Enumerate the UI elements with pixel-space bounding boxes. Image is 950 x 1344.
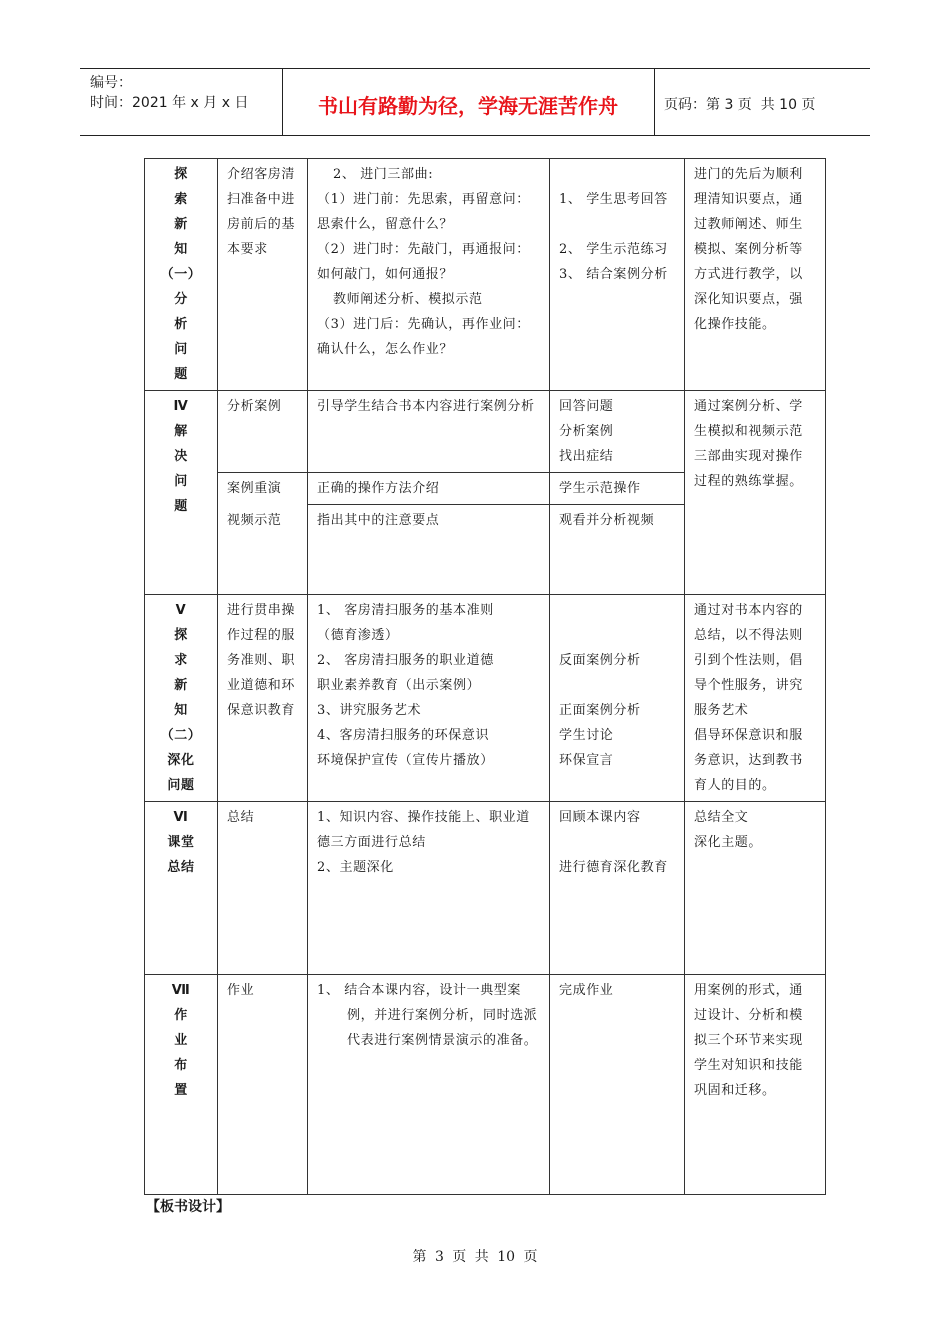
- header-top-rule: [80, 68, 870, 69]
- header-motto: 书山有路勤为径，学海无涯苦作舟: [318, 94, 618, 118]
- teacher-activity-cell: 1、 结合本课内容，设计一典型案例，并进行案例分析，同时选派代表进行案例情景演示的准备。: [308, 975, 550, 1195]
- design-intent-cell: 进门的先后为顺利理清知识要点，通过教师阐述、师生模拟、案例分析等方式进行教学，以深化知识要点，强化操作技能。: [685, 159, 826, 391]
- content-cell: 进行贯串操作过程的服务准则、职业道德和环保意识教育: [218, 595, 308, 802]
- teacher-activity-cell: 1、知识内容、操作技能上、职业道德三方面进行总结 2、主题深化: [308, 802, 550, 975]
- table-row: [145, 159, 826, 391]
- table-row: [145, 802, 826, 975]
- content-cell: 介绍客房清扫准备中进房前后的基本要求: [218, 159, 308, 391]
- student-activity-cell: 回顾本课内容 进行德育深化教育: [550, 802, 685, 975]
- table-row: [145, 975, 826, 1195]
- design-intent-cell: 用案例的形式，通过设计、分析和模拟三个环节来实现学生对知识和技能巩固和迁移。: [685, 975, 826, 1195]
- content-cell: 总结: [218, 802, 308, 975]
- student-activity-cell: 回答问题 分析案例 找出症结: [550, 391, 685, 473]
- design-intent-cell: 通过对书本内容的总结，以不得法则引到个性法则，倡导个性服务，讲究服务艺术 倡导环保意识和服务意识，达到教书育人的目的。: [685, 595, 826, 802]
- teacher-activity-cell: 2、 进门三部曲: （1）进门前：先思索，再留意问：思索什么，留意什么？ （2）进门时：先敲门，再通报问：如何敲门，如何通报？ 教师阐述分析、模拟示范 （3）进门后：先确认，再作业问：确认什么，怎么作业？: [308, 159, 550, 391]
- stage-cell: 探 索 新 知 （一） 分 析 问 题: [145, 159, 218, 391]
- document-time-label: 时间：2021 年 x 月 x 日: [90, 95, 249, 111]
- page-header: [80, 68, 870, 136]
- stage-cell: Ⅴ 探 求 新 知 （二） 深化 问题: [145, 595, 218, 802]
- teacher-activity-cell: 正确的操作方法介绍: [308, 473, 550, 505]
- header-divider: [654, 68, 655, 136]
- content-cell: 案例重演: [218, 473, 308, 505]
- teacher-activity-cell: 指出其中的注意要点: [308, 505, 550, 595]
- design-intent-cell: 通过案例分析、学生模拟和视频示范三部曲实现对操作过程的熟练掌握。: [685, 391, 826, 595]
- teacher-activity-cell: 引导学生结合书本内容进行案例分析: [308, 391, 550, 473]
- stage-cell: Ⅵ 课堂 总结: [145, 802, 218, 975]
- student-activity-cell: 1、 学生思考回答 2、 学生示范练习 3、 结合案例分析: [550, 159, 685, 391]
- student-activity-cell: 观看并分析视频: [550, 505, 685, 595]
- header-bottom-rule: [80, 135, 870, 136]
- teacher-activity-cell: 1、 客房清扫服务的基本准则 （德育渗透） 2、 客房清扫服务的职业道德 职业素养教育（出示案例） 3、讲究服务艺术 4、客房清扫服务的环保意识 环境保护宣传（宣传片播放）: [308, 595, 550, 802]
- content-cell: 分析案例: [218, 391, 308, 473]
- student-activity-cell: 学生示范操作: [550, 473, 685, 505]
- content-cell: 作业: [218, 975, 308, 1195]
- header-page-number: 页码：第 3 页 共 10 页: [664, 97, 816, 113]
- design-intent-cell: 总结全文 深化主题。: [685, 802, 826, 975]
- student-activity-cell: 完成作业: [550, 975, 685, 1195]
- document-number-label: 编号：: [90, 75, 132, 91]
- header-meta: [90, 73, 248, 113]
- stage-cell: Ⅶ 作 业 布 置: [145, 975, 218, 1195]
- table-row: [145, 391, 826, 473]
- student-activity-cell: 反面案例分析 正面案例分析 学生讨论 环保宣言: [550, 595, 685, 802]
- lesson-plan-table: [144, 158, 826, 1195]
- table-row: [145, 595, 826, 802]
- board-design-heading: 【板书设计】: [146, 1199, 230, 1215]
- content-cell: 视频示范: [218, 505, 308, 595]
- page-footer: 第 3 页 共 10 页: [412, 1249, 538, 1265]
- stage-cell: Ⅳ 解 决 问 题: [145, 391, 218, 595]
